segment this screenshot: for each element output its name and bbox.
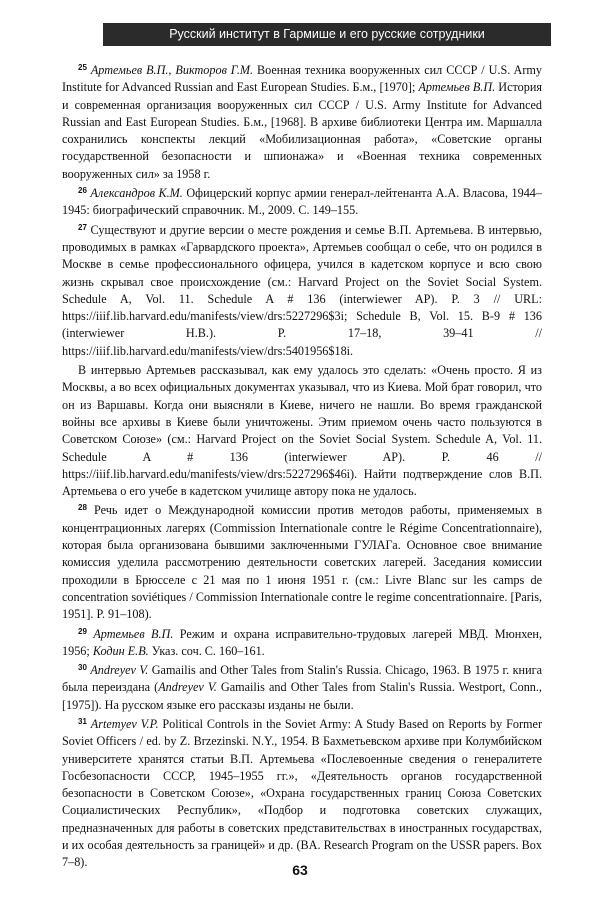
footnote-text: В интервью Артемьев рассказывал, как ему удалось это сделать: «Очень просто. Я из Москвы, а во всех официальных документах указывал, что из Киева. Мой брат говорил, что он из Варшавы. Когда они выясняли в Киеве, ничего не нашли. Во время гражданской войны все архивы в Киеве были уничтожены. Этим приемом очень часто пользуются в Советском Союзе» (см.: Harvard Project on the Soviet Social System. Schedule A, Vol. 11. Schedule A # 136 (interwiewer AP). P. 46 // https://iiif.lib.harvard.edu/manifests/view/drs:5227296$46i). Найти подтверждение слов В.П. Артемьева о его учебе в кадетском училище автору пока не удалось.	[62, 363, 542, 499]
author-italic: Andreyev V.	[158, 680, 217, 695]
footnote-text: Gamailis and Other Tales from Stalin's Russia. Westport, Conn., [1975]). На русском языке его рассказы изданы не были.	[62, 680, 542, 712]
footnote-28	[62, 502, 542, 623]
author-italic: Кодин Е.В.	[92, 643, 149, 658]
footnote-text: Gamailis and Other Tales from Stalin's Russia. Chicago, 1963. В 1975 г. книга была переиздана (	[62, 663, 543, 695]
author-italic: Александров К.М.	[90, 186, 183, 201]
footnote-text: История и современная организация вооруженных сил СССР / U.S. Army Institute for Advanced Russian and East European Studies. Б.м., [1968]. В архиве библиотеки Центра им. Маршалла сохранились конспекты лекций «Мобилизационная работа», «Советские органы государственной безопасности и шпионажа» и «Военная техника современных вооруженных сил» за 1958 г.	[62, 80, 542, 181]
footnote-text: Существуют и другие версии о месте рождения и семье В.П. Артемьева. В интервью, проводимых в рамках «Гарвардского проекта», Артемьев сообщал о себе, что он родился в Москве в семье профессионального офицера, учился в кадетском корпусе и всю свою жизнь скрывал свое происхождение (см.: Harvard Project on the Soviet Social System. Schedule A, Vol. 11. Schedule A # 136 (interwiewer AP). P. 3 // URL: https://iiif.lib.harvard.edu/manifests/view/drs:5227296$3i; Schedule B, Vol. 15. B-9 # 136 (interwiewer H.B.). P. 17–18, 39–41 // https://iiif.lib.harvard.edu/manifests/view/drs:5401956$18i.	[62, 222, 542, 358]
footnote-text: Военная техника вооруженных сил СССР / U.S. Army Institute for Advanced Russian and East European Studies. Б.м., [1970];	[62, 63, 542, 95]
author-italic: Артемьев В.П., Викторов Г.М.	[90, 63, 254, 77]
author-italic: Artemyev V.P.	[90, 716, 159, 731]
footnote-number: 25	[78, 63, 87, 72]
running-header	[0, 0, 600, 50]
footnote-27-continuation	[62, 362, 542, 500]
footnote-26	[62, 185, 542, 220]
author-italic: Артемьев В.П.	[418, 80, 496, 95]
footnote-number: 27	[78, 222, 87, 232]
footnote-30	[62, 662, 542, 714]
footnote-31	[62, 716, 542, 872]
running-header-title: Русский институт в Гармише и его русские сотрудники	[103, 23, 551, 46]
author-italic: Andreyev V.	[90, 663, 149, 678]
footnote-text: Режим и охрана исправительно-трудовых лагерей МВД. Мюнхен, 1956;	[62, 626, 542, 658]
footnote-29	[62, 626, 542, 661]
footnote-text: Указ. соч. С. 160–161.	[148, 643, 265, 658]
footnote-number: 29	[78, 626, 87, 636]
footnote-27	[62, 222, 542, 360]
footnote-text: Офицерский корпус армии генерал-лейтенанта А.А. Власова, 1944–1945: биографический справочник. М., 2009. С. 149–155.	[62, 186, 542, 218]
footnote-text: Речь идет о Международной комиссии против методов работы, применяемых в концентрационных лагерях (Commission Internationale contre le Régime Concentrationnaire), которая была организована бывшими заключенными ГУЛАГа. Основное свое внимание комиссия уделила рассмотрению деятельности советских лагерей. Заседания комиссии проходили в Брюсселе с 21 мая по 1 июня 1951 г. (см.: Livre Blanc sur les camps de concentration soviétiques / Commission Internationale contre le regime concentrationnaire. [Paris, 1951]. P. 91–108).	[62, 503, 542, 622]
footnote-number: 30	[78, 663, 87, 673]
footnote-number: 31	[78, 716, 87, 726]
footnote-text: Political Controls in the Soviet Army: A Study Based on Reports by Former Soviet Officers / ed. by Z. Brzezinski. N.Y., 1954. В Бахметьевском архиве при Колумбийском университете хранятся статьи В.П. Артемьева «Послевоенные сведения о генералитете Госбезопасности СССР, 1945–1955 гг.», «Деятельность органов государственной безопасности в Советском Союзе», «Охрана государственных границ Союза Советских Социалистических Республик», «Подбор и подготовка советских служащих, предназначенных для работы в советских представительствах в иностранных государствах, и их особая деятельность за границей» и др. (BA. Research Program on the USSR papers. Box 7–8).	[62, 716, 542, 870]
footnote-number: 26	[78, 186, 87, 196]
page-number: 63	[292, 862, 308, 878]
footnote-number: 28	[78, 503, 87, 513]
footnotes-block	[62, 62, 542, 874]
author-italic: Артемьев В.П.	[93, 626, 174, 641]
footnote-25	[62, 62, 542, 183]
